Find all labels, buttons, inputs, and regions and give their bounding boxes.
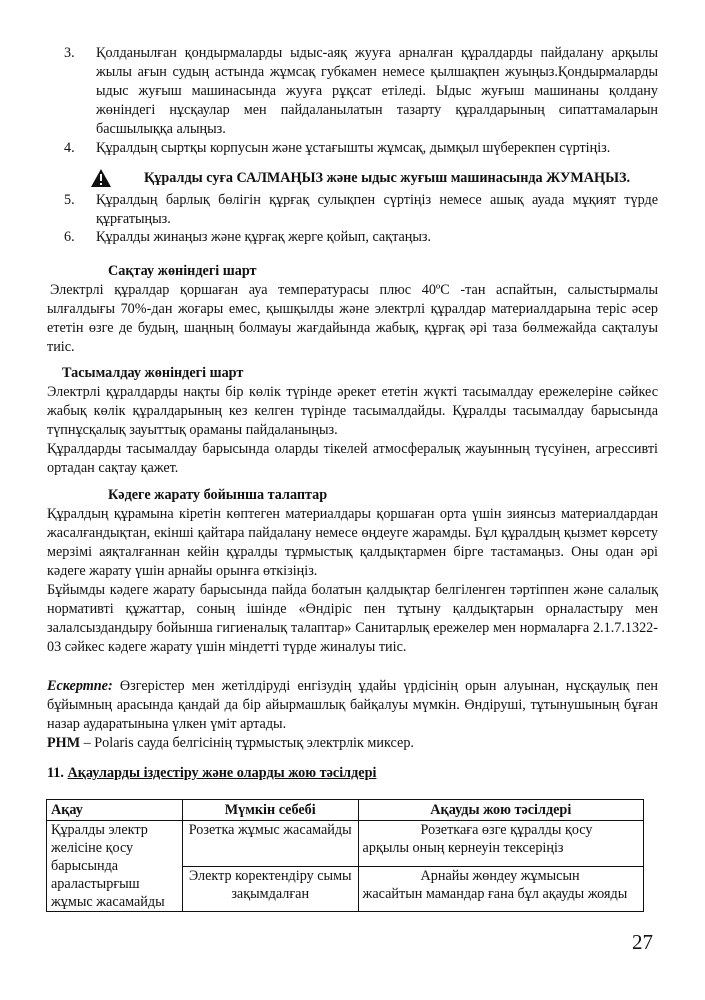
list-item-3 <box>44 44 658 139</box>
list-item-number: 5. <box>64 192 75 208</box>
transport-text-2: Құралдарды тасымалдау барысында оларды тікелей атмосфералық жауынның түсуінен, агрессивті ортадан сақтау қажет. <box>47 441 658 476</box>
section-title-text: Ақауларды іздестіру және оларды жою тәсілдері <box>67 765 377 781</box>
page-number: 27 <box>632 930 653 954</box>
troubleshooting-table <box>46 799 644 912</box>
fix-cell <box>358 821 643 867</box>
list-item-number: 6. <box>64 229 75 245</box>
list-item-text: Құралды жинаңыз және құрғақ жерге қойып, сақтаңыз. <box>96 229 432 245</box>
rhm-body: – Polaris сауда белгісінің тұрмыстық электрлік миксер. <box>80 735 414 751</box>
storage-text: Электрлі құралдар қоршаған ауа температурасы плюс 40ºС -тан аспайтын, салыстырмалы ылғалдығы 70%-дан жоғары емес, қышқылды және электрлі құралдар материалдарына теріс әсер ететін өзге де будың, шаңның болмауы жағдайында жабық, құрғақ әрі таза бөлмежайда сақталуы тиіс. <box>47 282 658 355</box>
header-fix: Ақауды жою тәсілдері <box>358 800 643 821</box>
warning-line <box>44 168 658 190</box>
note-body: Өзгерістер мен жетілдіруді енгізудің ұдайы үрдісінің орын алуынан, нұсқаулық пен бұйымның арасында қандай да бір айырмашлық байқалуы мүмкін. Өндіруші, тұтынушының бұған назар аударатынына үлкен үміт артады. <box>47 678 658 732</box>
transport-text-1: Электрлі құралдарды нақты бір көлік түрінде әрекет ететін жүкті тасымалдау ережелеріне сәйкес жабық көлік құралдарының кез келген түрінде тасымалдайды. Құралды тасымалдау барысында түпнұсқалық зауыттық ораманы пайдаланыңыз. <box>47 384 658 438</box>
list-item-6 <box>44 228 658 247</box>
list-item-number: 4. <box>64 140 75 156</box>
table-row <box>47 821 644 867</box>
list-item-5 <box>44 191 658 229</box>
disposal-text-1: Құралдың құрамына кіретін көптеген материалдары қоршаған орта үшін зиянсыз материалдардан жасалғандықтан, екінші қайтара пайдалану немесе өңдеуге жарамды. Бұл құралдың қызмет көрсету мерзімі аяқталғаннан кейін құралды тұрмыстық қалдықтармен бірге тастамаңыз. Оны одан әрі кәдеге жарату үшін арнайы орынға өткізіңіз. <box>47 506 658 579</box>
list-item-text: Қолданылған қондырмаларды ыдыс-аяқ жууға арналған құралдарды пайдалану арқылы жылы ағын судың астында жұмсақ губкамен немесе қылшақпен жуыңыз.Қондырмаларды ыдыс жуғыш машинасында жууға рұқсат етіледі. Ыдыс жуғыш машинаны қолдану жөніндегі нұсқаулар мен пайдаланылатын тазарту құралдарының сипаттамаларын басшылыққа алыңыз. <box>96 45 658 137</box>
rhm-text <box>47 734 658 753</box>
fault-cell: Құралды электр желісіне қосу барысында араластырғыш жұмыс жасамайды <box>47 821 183 912</box>
list-item-text: Құралдың сыртқы корпусын және ұстағышты жұмсақ, дымқыл шүберекпен сүртіңіз. <box>96 140 611 156</box>
disposal-text-2: Бұйымды кәдеге жарату барысында пайда болатын қалдықтар белгіленген тәртіппен және салалық нормативті құжаттар, соның ішінде «Өндіріс пен тұтыну қалдықтарын орналастыру мен залалсыздандыру бойынша гигиеналық талаптар» Санитарлық ережелер мен нормаларға 2.1.7.1322-03 сәйкес кәдеге жарату үшін міндетті түрде жиналуы тиіс. <box>47 582 658 655</box>
disposal-paragraph <box>47 505 658 657</box>
header-fault: Ақау <box>47 800 183 821</box>
list-item-number: 3. <box>64 45 75 61</box>
transport-heading: Тасымалдау жөніндегі шарт <box>62 365 244 381</box>
note-text <box>47 677 658 734</box>
header-cause: Мүмкін себебі <box>182 800 358 821</box>
cause-cell: Электр коректендіру сымы зақымдалған <box>182 866 358 912</box>
rhm-label: РНМ <box>47 735 81 751</box>
list-item-4 <box>44 139 658 158</box>
warning-triangle-icon <box>90 168 112 193</box>
fix-cell <box>358 866 643 912</box>
list-item-text: Құралдың барлық бөлігін құрғақ сулықпен сүртіңіз немесе ашық ауада мұқият түрде құрғатыңыз. <box>96 192 658 227</box>
table-header-row <box>47 800 644 821</box>
transport-paragraph <box>47 383 658 478</box>
warning-text: Құралды суға САЛМАҢЫЗ және ыдыс жуғыш машинасында ЖУМАҢЫЗ. <box>144 170 631 186</box>
fix-cell-text: Арнайы жөндеу жұмысын жасайтын мамандар ғана бұл ақауды жояды <box>362 867 628 902</box>
storage-heading: Сақтау жөніндегі шарт <box>108 263 257 279</box>
disposal-heading: Кәдеге жарату бойынша талаптар <box>108 487 328 503</box>
storage-paragraph <box>47 281 658 357</box>
section-title <box>47 765 376 782</box>
note-paragraph <box>47 677 658 753</box>
fix-cell-text: Розеткаға өзге құралды қосу арқылы оның кернеуін тексеріңіз <box>362 822 593 856</box>
cause-cell: Розетка жұмыс жасамайды <box>182 821 358 867</box>
note-label: Ескертпе: <box>47 678 113 694</box>
section-number: 11. <box>47 765 64 781</box>
